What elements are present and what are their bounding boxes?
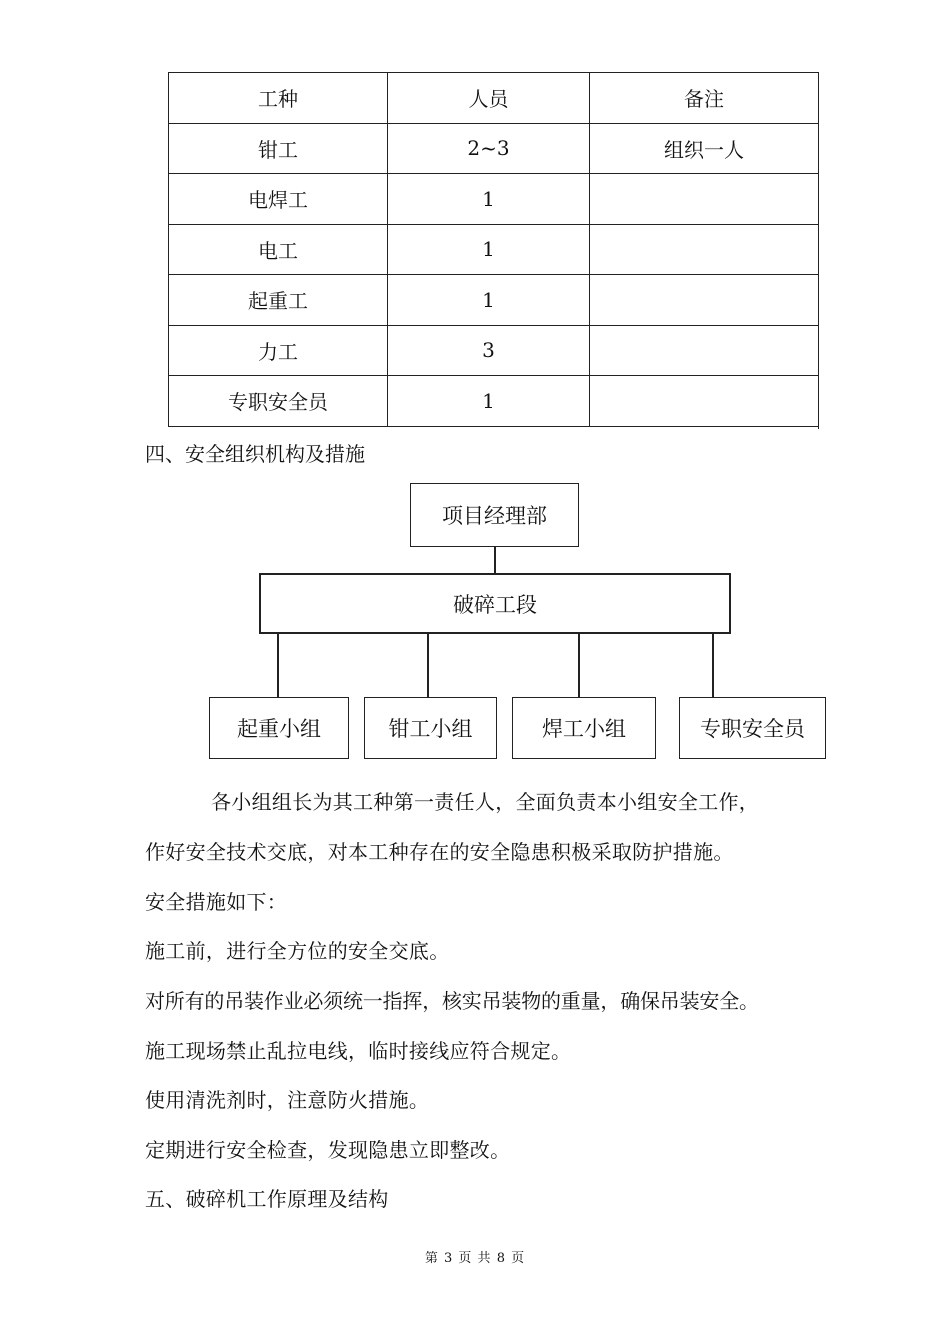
paragraph-line: 各小组组长为其工种第一责任人，全面负责本小组安全工作， (211, 790, 760, 814)
table-cell (590, 224, 819, 275)
header-cell-trade: 工种 (169, 73, 388, 124)
org-connector-line (277, 634, 279, 697)
measure-item: 使用清洗剂时，注意防火措施。 (145, 1088, 430, 1112)
org-box-welding-group: 焊工小组 (512, 697, 656, 759)
org-box-project-management: 项目经理部 (410, 483, 579, 547)
table-row (169, 275, 819, 326)
table-row (169, 174, 819, 225)
staff-table (168, 72, 819, 427)
org-box-safety-officer: 专职安全员 (679, 697, 826, 759)
table-row (169, 224, 819, 275)
measure-item: 施工现场禁止乱拉电线，临时接线应符合规定。 (145, 1039, 572, 1063)
table-cell: 3 (388, 325, 590, 376)
table-cell (590, 275, 819, 326)
table-cell: 1 (388, 275, 590, 326)
table-cell: 1 (388, 224, 590, 275)
measure-item: 对所有的吊装作业必须统一指挥，核实吊装物的重量，确保吊装安全。 (145, 989, 759, 1013)
measure-item: 定期进行安全检查，发现隐患立即整改。 (145, 1138, 511, 1162)
table-header-row (169, 73, 819, 124)
table-cell (590, 325, 819, 376)
header-cell-remark: 备注 (590, 73, 819, 124)
section-4-heading: 四、安全组织机构及措施 (145, 442, 365, 466)
measure-item: 施工前，进行全方位的安全交底。 (145, 939, 450, 963)
org-connector-line (494, 547, 496, 573)
table-cell: 电焊工 (169, 174, 388, 225)
table-cell (590, 376, 819, 427)
org-connector-line (712, 634, 714, 697)
table-cell: 电工 (169, 224, 388, 275)
org-connector-line (427, 634, 429, 697)
table-cell: 1 (388, 174, 590, 225)
table-row (169, 325, 819, 376)
table-cell: 2~3 (388, 123, 590, 174)
section-5-heading: 五、破碎机工作原理及结构 (145, 1187, 389, 1211)
table-cell: 起重工 (169, 275, 388, 326)
table-cell: 1 (388, 376, 590, 427)
table-cell: 力工 (169, 325, 388, 376)
table-cell (590, 174, 819, 225)
table-cell: 钳工 (169, 123, 388, 174)
table-cell: 专职安全员 (169, 376, 388, 427)
table-row (169, 376, 819, 427)
org-connector-line (578, 634, 580, 697)
org-box-fitter-group: 钳工小组 (364, 697, 497, 759)
paragraph-line: 作好安全技术交底，对本工种存在的安全隐患积极采取防护措施。 (145, 840, 734, 864)
page-number-footer: 第 3 页 共 8 页 (424, 1251, 526, 1266)
table-right-double-border (818, 72, 819, 429)
measures-intro: 安全措施如下： (145, 890, 288, 914)
table-row (169, 123, 819, 174)
header-cell-staff: 人员 (388, 73, 590, 124)
table-cell: 组织一人 (590, 123, 819, 174)
org-box-crushing-section: 破碎工段 (259, 573, 731, 634)
org-box-lifting-group: 起重小组 (209, 697, 349, 759)
